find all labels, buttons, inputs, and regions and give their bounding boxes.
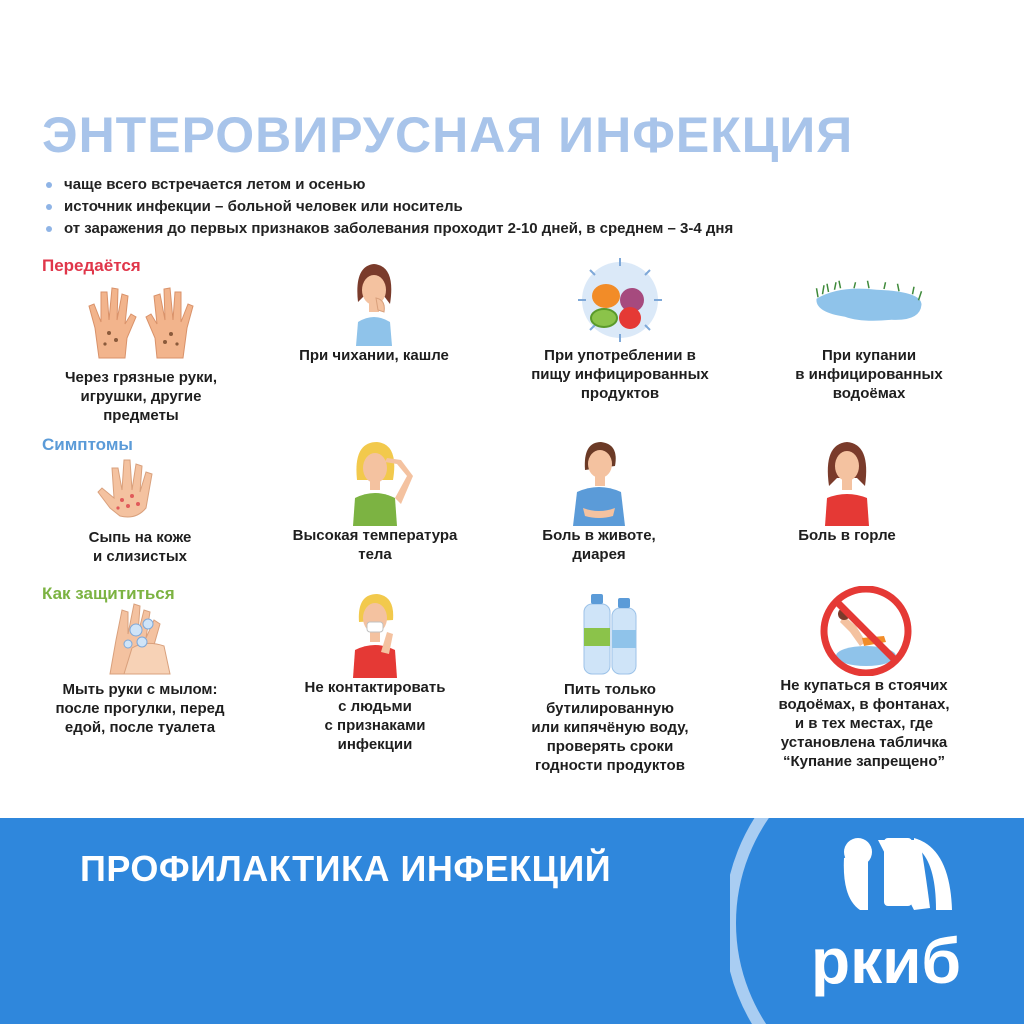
item-caption bbox=[264, 346, 484, 365]
item-caption bbox=[265, 678, 485, 754]
item-caption bbox=[759, 346, 979, 403]
item-caption bbox=[265, 526, 485, 564]
item-caption bbox=[510, 346, 730, 403]
masked-person-icon bbox=[315, 588, 435, 678]
caption-line: диарея bbox=[572, 546, 626, 563]
fever-person-icon bbox=[315, 436, 435, 526]
caption-line: Не контактировать bbox=[304, 679, 446, 696]
caption-line: или кипячёную воду, bbox=[531, 719, 689, 736]
pond-icon bbox=[809, 256, 929, 346]
caption-line: тела bbox=[358, 546, 392, 563]
rkib-logo bbox=[730, 818, 1024, 1024]
item-caption bbox=[737, 526, 957, 545]
symptom-item-fever bbox=[265, 436, 485, 564]
caption-line: Через грязные руки, bbox=[64, 369, 217, 386]
fact-text: чаще всего встречается летом и осенью bbox=[64, 176, 366, 193]
protection-item-contact bbox=[265, 588, 485, 754]
caption-line: При употреблении в bbox=[544, 347, 696, 364]
sneezing-woman-icon bbox=[314, 256, 434, 346]
caption-line: При чихании, кашле bbox=[299, 347, 449, 364]
symptom-item-throat bbox=[737, 436, 957, 545]
footer-title: ПРОФИЛАКТИКА ИНФЕКЦИЙ bbox=[80, 848, 612, 889]
caption-line: установлена табличка bbox=[780, 734, 948, 751]
transmission-item-pond bbox=[759, 256, 979, 403]
section-label-symptoms: Симптомы bbox=[42, 435, 133, 454]
symptom-item-rash bbox=[30, 438, 250, 566]
caption-line: инфекции bbox=[337, 736, 413, 753]
section-label-transmission: Передаётся bbox=[42, 256, 141, 275]
caption-line: годности продуктов bbox=[535, 757, 685, 774]
fact-item bbox=[44, 196, 733, 218]
caption-line: после прогулки, перед bbox=[55, 700, 225, 717]
caption-line: Боль в животе, bbox=[542, 527, 656, 544]
item-caption bbox=[754, 676, 974, 771]
caption-line: предметы bbox=[103, 407, 179, 424]
bullet-dot-icon bbox=[46, 182, 52, 188]
caption-line: Мыть руки с мылом: bbox=[62, 681, 218, 698]
infected-vegetables-icon bbox=[560, 256, 680, 346]
item-caption bbox=[489, 526, 709, 564]
caption-line: с людьми bbox=[338, 698, 412, 715]
caption-line: и слизистых bbox=[93, 548, 187, 565]
transmission-item-sneezing bbox=[264, 256, 484, 365]
caption-line: пищу инфицированных bbox=[531, 366, 709, 383]
protection-item-water bbox=[500, 590, 720, 775]
bullet-dot-icon bbox=[46, 204, 52, 210]
caption-line: При купании bbox=[821, 347, 917, 364]
protection-item-wash bbox=[30, 590, 250, 737]
logo-text: ркиб bbox=[811, 925, 961, 997]
stomach-ache-icon bbox=[539, 436, 659, 526]
sore-throat-icon bbox=[787, 436, 907, 526]
transmission-item-food bbox=[510, 256, 730, 403]
item-caption bbox=[31, 368, 251, 425]
fact-text: источник инфекции – больной человек или носитель bbox=[64, 198, 463, 215]
caption-line: водоёмах bbox=[832, 385, 906, 402]
caption-line: водоёмах, в фонтанах, bbox=[778, 696, 950, 713]
section-label-protection: Как защититься bbox=[42, 584, 175, 603]
dirty-hands-icon bbox=[81, 278, 201, 368]
facts-list bbox=[44, 174, 733, 240]
page-title: ЭНТЕРОВИРУСНАЯ ИНФЕКЦИЯ bbox=[42, 107, 854, 163]
fact-item bbox=[44, 174, 733, 196]
fact-item bbox=[44, 218, 733, 240]
caption-line: Пить только bbox=[564, 681, 656, 698]
item-caption bbox=[30, 680, 250, 737]
caption-line: едой, после туалета bbox=[64, 719, 216, 736]
fact-text: от заражения до первых признаков заболевания проходит 2-10 дней, в среднем – 3-4 дня bbox=[64, 220, 734, 237]
caption-line: игрушки, другие bbox=[80, 388, 202, 405]
transmission-item-hands bbox=[31, 278, 251, 425]
caption-line: продуктов bbox=[580, 385, 660, 402]
caption-line: Не купаться в стоячих bbox=[780, 677, 948, 694]
caption-line: проверять сроки bbox=[546, 738, 674, 755]
hand-washing-icon bbox=[80, 590, 200, 680]
caption-line: Высокая температура bbox=[292, 527, 458, 544]
caption-line: “Купание запрещено” bbox=[782, 753, 946, 770]
bottled-water-icon bbox=[550, 590, 670, 680]
no-swimming-icon bbox=[804, 586, 924, 676]
rkib-logo-mark bbox=[730, 818, 1024, 1024]
symptom-item-stomach bbox=[489, 436, 709, 564]
caption-line: в инфицированных bbox=[795, 366, 943, 383]
caption-line: Боль в горле bbox=[798, 527, 896, 544]
caption-line: Сыпь на коже bbox=[88, 529, 192, 546]
item-caption bbox=[500, 680, 720, 775]
protection-item-noswim bbox=[754, 586, 974, 771]
caption-line: с признаками bbox=[324, 717, 426, 734]
caption-line: бутилированную bbox=[546, 700, 674, 717]
item-caption bbox=[30, 528, 250, 566]
caption-line: и в тех местах, где bbox=[794, 715, 934, 732]
bullet-dot-icon bbox=[46, 226, 52, 232]
rash-hand-icon bbox=[80, 438, 200, 528]
